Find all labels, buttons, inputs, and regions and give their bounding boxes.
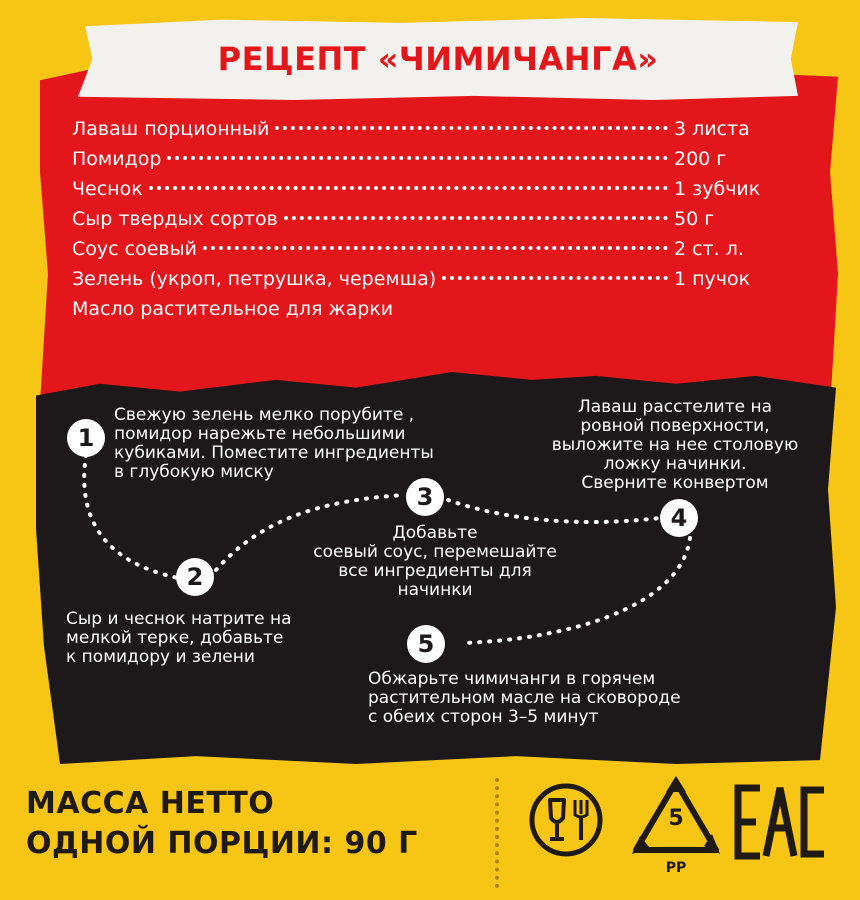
ingredient-name: Соус соевый: [72, 238, 197, 260]
step-4-badge: 4: [660, 499, 698, 537]
divider: [495, 778, 499, 888]
recycle-code: PP: [665, 860, 687, 876]
recipe-title: РЕЦЕПТ «ЧИМИЧАНГА»: [217, 40, 659, 78]
step-1-badge: 1: [67, 419, 105, 457]
step-5-text: Обжарьте чимичанги в горячем растительном масле на сковороде с обеих сторон 3–5 минут: [368, 669, 681, 727]
ingredient-amount: 50 г: [674, 208, 715, 230]
net-weight: [26, 784, 418, 864]
ingredient-amount: 200 г: [674, 148, 727, 170]
step-5-badge: 5: [407, 625, 445, 663]
net-weight-line-2: ОДНОЙ ПОРЦИИ: 90 Г: [26, 826, 418, 861]
step-3-badge: 3: [406, 478, 444, 516]
eac-mark: [732, 782, 828, 862]
glass-fork-icon: [526, 780, 606, 860]
ingredient-name: Помидор: [72, 148, 162, 170]
step-4-text: Лаваш расстелите на ровной поверхности, выложите на нее столовую ложку начинки. Сверните конвертом: [551, 397, 799, 493]
ingredient-name: Масло растительное для жарки: [72, 298, 394, 320]
ingredient-name: Чеснок: [72, 178, 143, 200]
step-2-text: Сыр и чеснок натрите на мелкой терке, добавьте к помидору и зелени: [66, 609, 292, 667]
ingredient-name: Лаваш порционный: [72, 118, 270, 140]
ingredient-amount: 2 ст. л.: [674, 238, 744, 260]
step-2-badge: 2: [176, 558, 214, 596]
ingredient-amount: 3 листа: [674, 118, 750, 140]
step-3-text: Добавьте соевый соус, перемешайте все ингредиенты для начинки: [313, 523, 557, 600]
step-1-text: Свежую зелень мелко порубите , помидор нарежьте небольшими кубиками. Поместите ингредиенты в глубокую миску: [114, 405, 434, 482]
ingredient-amount: 1 пучок: [674, 268, 751, 290]
ingredient-amount: 1 зубчик: [674, 178, 761, 200]
net-weight-line-1: МАССА НЕТТО: [26, 786, 275, 821]
ingredient-name: Зелень (укроп, петрушка, черемша): [72, 268, 437, 290]
ingredient-name: Сыр твердых сортов: [72, 208, 278, 230]
recycle-number: 5: [668, 806, 684, 831]
